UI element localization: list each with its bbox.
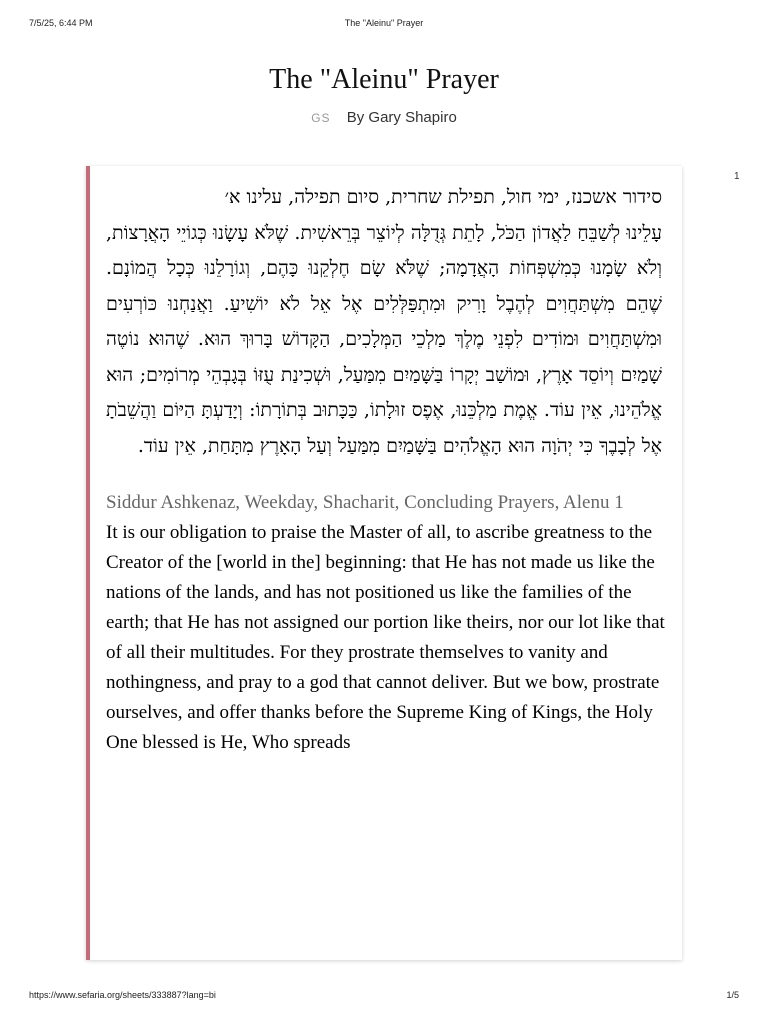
print-footer: [29, 990, 739, 1004]
hebrew-source: [90, 166, 682, 464]
english-source-text: It is our obligation to praise the Master of all, to ascribe greatness to the Creator of the [world in the] beginning: that He has not made us like the nations of the lands, and has not positioned us like the families of the earth; that He has not assigned our portion like theirs, nor our lot like that of all their multitudes. For they prostrate themselves to vanity and nothingness, and pray to a god that cannot deliver. But we bow, prostrate ourselves, and offer thanks before the Supreme King of Kings, the Holy One blessed is He, Who spreads: [106, 522, 665, 753]
hebrew-source-text: עָלֵינוּ לְשַׁבֵּחַ לַאֲדוֹן הַכֹּל, לָתֵת גְּדֻלָּה לְיוֹצֵר בְּרֵאשִׁית. שֶׁלֹּא עָשָׂנוּ כְּגוֹיֵי הָאֲרָצוֹת, וְלֹא שָׂמָנוּ כְּמִשְׁפְּחוֹת הָאֲדָמָה; שֶׁלֹּא שָׂם חֶלְקֵנוּ כָּהֶם, וְגוֹרָלֵנוּ כְּכָל הֲמוֹנָם. שֶׁהֵם מִשְׁתַּחֲוִים לְהֶבֶל וָרִיק וּמִתְפַּלְּלִים אֶל אֵל לֹא יוֹשִׁיעַ. וַאֲנַחְנוּ כּוֹרְעִים וּמִשְׁתַּחֲוִים וּמוֹדִים לִפְנֵי מֶלֶךְ מַלְכֵי הַמְּלָכִים, הַקָּדוֹשׁ בָּרוּךְ הוּא. שֶׁהוּא נוֹטֶה שָׁמַיִם וְיוֹסֵד אָרֶץ, וּמוֹשַׁב יְקָרוֹ בַּשָּׁמַיִם מִמַּעַל, וּשְׁכִינַת עֻזּוֹ בְּגָבְהֵי מְרוֹמִים; הוּא אֱלֹהֵינוּ, אֵין עוֹד. אֱמֶת מַלְכֵּנוּ, אֶפֶס זוּלָתוֹ, כַּכָּתוּב בְּתוֹרָתוֹ: וְיָדַעְתָּ הַיּוֹם וַהֲשֵׁבֹתָ אֶל לְבָבֶךָ כִּי יְהֹוָה הוּא הָאֱלֹהִים בַּשָּׁמַיִם מִמַּעַל וְעַל הָאָרֶץ מִתָּחַת, אֵין עוֹד.: [106, 221, 662, 457]
english-source: [90, 488, 682, 758]
print-header: [29, 18, 739, 32]
sheet-title: The "Aleinu" Prayer: [269, 64, 499, 95]
english-source-ref[interactable]: Siddur Ashkenaz, Weekday, Shacharit, Concluding Prayers, Alenu 1: [106, 492, 624, 513]
print-datetime: 7/5/25, 6:44 PM: [29, 18, 93, 28]
page-number: 1/5: [726, 990, 739, 1000]
byline: [0, 109, 768, 126]
print-doc-title: The "Aleinu" Prayer: [344, 18, 424, 28]
hebrew-source-ref[interactable]: סידור אשכנז, ימי חול, תפילת שחרית, סיום תפילה, עלינו א׳: [224, 186, 662, 208]
author-link[interactable]: By Gary Shapiro: [346, 109, 457, 126]
source-card[interactable]: [86, 166, 682, 960]
author-avatar[interactable]: GS: [311, 111, 331, 125]
print-url: https://www.sefaria.org/sheets/333887?lang=bi: [29, 990, 216, 1000]
source-number: 1: [734, 171, 740, 182]
